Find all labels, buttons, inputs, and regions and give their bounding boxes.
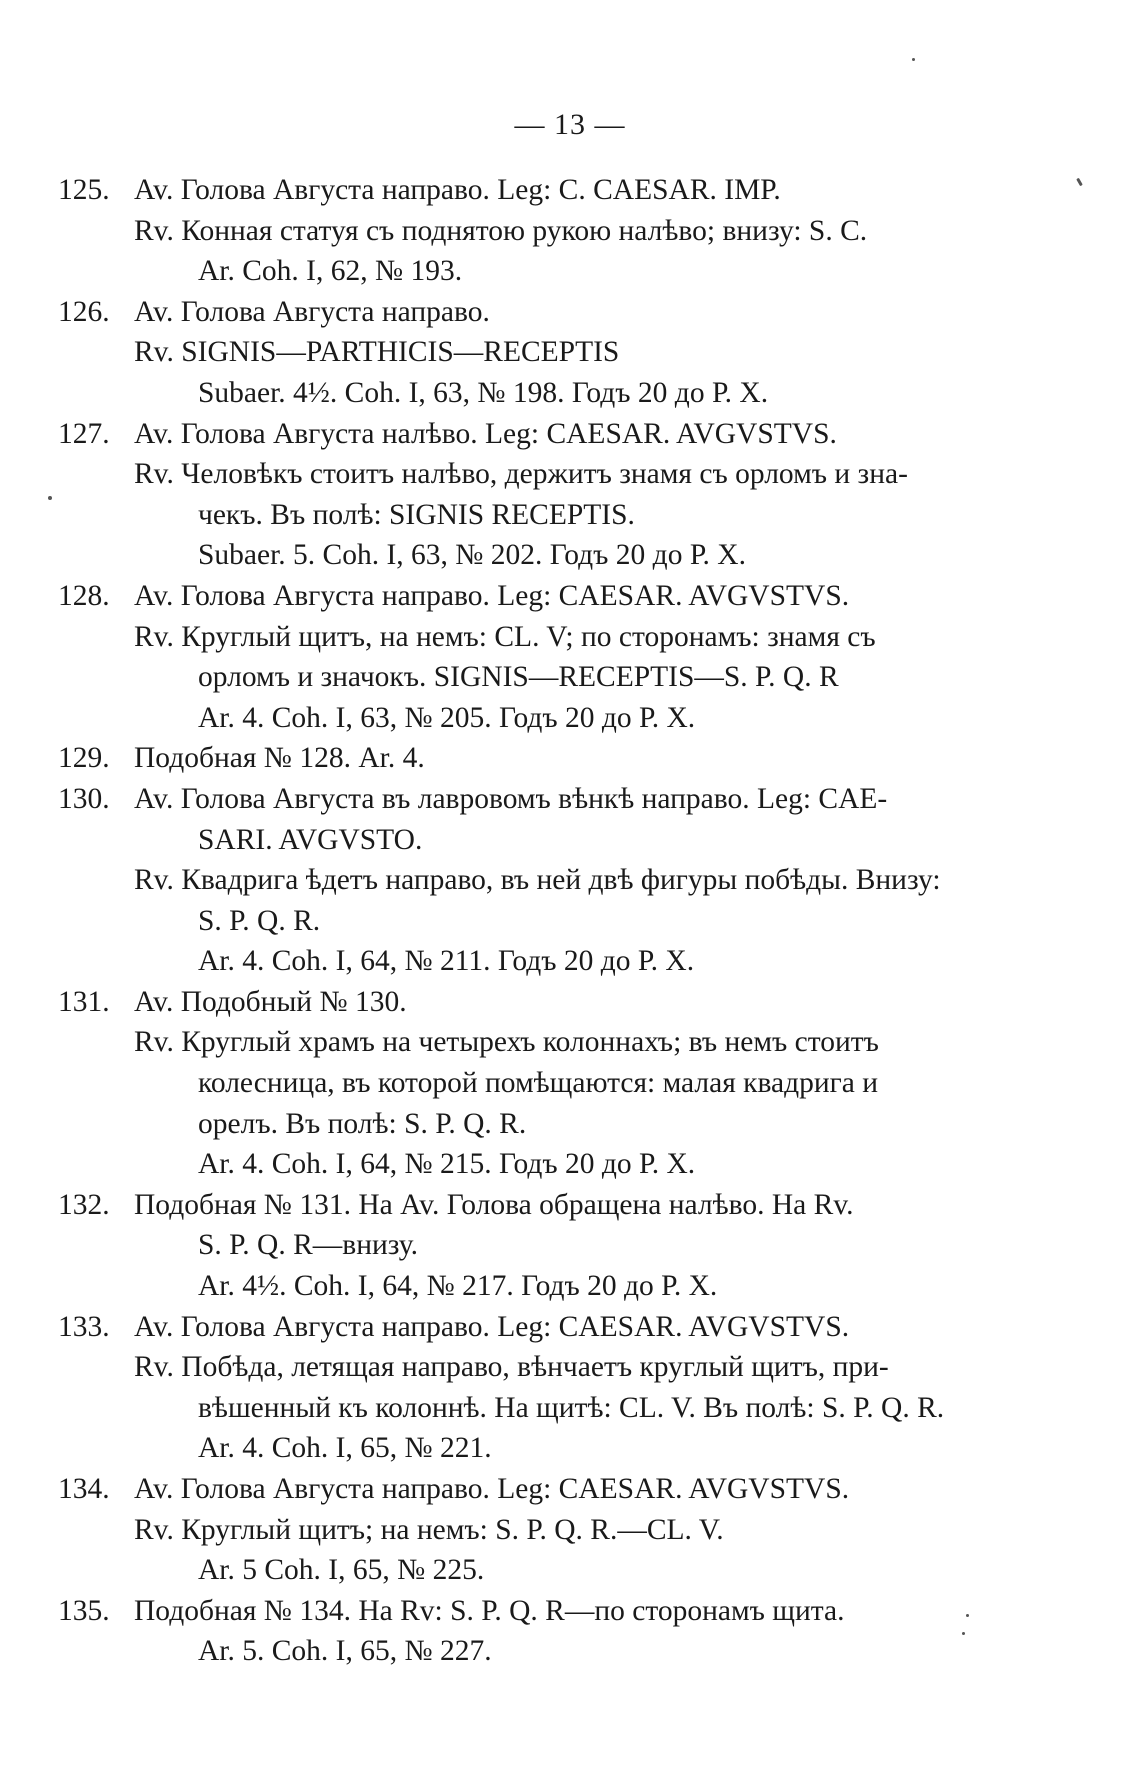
entry-text: Подобная № 128. Ar. 4. xyxy=(134,742,425,775)
entry-number: 135. xyxy=(58,1594,110,1627)
entry-128-line-1 xyxy=(58,576,998,617)
entry-text: Rv. Круглый храмъ на четырехъ колоннахъ; въ немъ стоитъ xyxy=(134,1026,879,1059)
entry-text: Av. Голова Августа направо. Leg: C. CAESAR. IMP. xyxy=(134,174,781,206)
entry-text: Rv. Квадрига ѣдетъ направо, въ ней двѣ фигуры побѣды. Внизу: xyxy=(134,864,941,897)
entry-131-line-1 xyxy=(58,982,998,1023)
entry-text: Rv. Побѣда, летящая направо, вѣнчаетъ круглый щитъ, при- xyxy=(134,1351,889,1384)
coin-catalog xyxy=(58,170,998,1672)
entry-number: 134. xyxy=(58,1473,110,1505)
scan-speck xyxy=(1076,178,1083,186)
entry-text: Rv. Круглый щитъ, на немъ: CL. V; по сторонамъ: знамя съ xyxy=(134,620,876,653)
entry-text: Ar. 4. Coh. I, 64, № 215. Годъ 20 до Р. Х. xyxy=(198,1148,696,1181)
entry-133-line-1 xyxy=(58,1307,998,1348)
entry-text: Ar. 4½. Coh. I, 64, № 217. Годъ 20 до Р. Х. xyxy=(198,1270,718,1303)
entry-text: Ar. 4. Coh. I, 65, № 221. xyxy=(198,1432,492,1465)
entry-text: Rv. Конная статуя съ поднятою рукою налѣво; внизу: S. C. xyxy=(134,214,868,247)
entry-text: S. P. Q. R—внизу. xyxy=(198,1229,418,1262)
entry-text: Rv. SIGNIS—PARTHICIS—RECEPTIS xyxy=(134,336,620,369)
entry-text: Av. Голова Августа направо. Leg: CAESAR. AVGVSTVS. xyxy=(134,1310,850,1343)
entry-130-line-3 xyxy=(58,860,998,901)
entry-131-line-4 xyxy=(58,1104,998,1145)
entry-text: Av. Голова Августа въ лавровомъ вѣнкѣ направо. Leg: CAE- xyxy=(134,782,888,815)
entry-126-line-3 xyxy=(58,373,998,414)
entry-133-line-3 xyxy=(58,1388,998,1429)
entry-134-line-3 xyxy=(58,1550,998,1591)
entry-130-line-1 xyxy=(58,779,998,820)
entry-number: 126. xyxy=(58,295,110,328)
entry-126-line-1 xyxy=(58,292,998,333)
entry-number: 130. xyxy=(58,782,110,815)
entry-text: Ar. 5. Coh. I, 65, № 227. xyxy=(198,1635,492,1668)
entry-text: Av. Голова Августа направо. xyxy=(134,295,490,328)
entry-131-line-3 xyxy=(58,1063,998,1104)
entry-text: Av. Подобный № 130. xyxy=(134,985,407,1018)
entry-text: чекъ. Въ полѣ: SIGNIS RECEPTIS. xyxy=(198,498,635,531)
entry-number: 127. xyxy=(58,417,110,450)
scan-speck xyxy=(912,58,915,61)
entry-number: 125. xyxy=(58,174,110,206)
entry-134-line-1 xyxy=(58,1469,998,1510)
entry-125-line-3 xyxy=(58,251,998,292)
entry-130-line-5 xyxy=(58,941,998,982)
entry-number: 133. xyxy=(58,1310,110,1343)
entry-text: колесница, въ которой помѣщаются: малая квадрига и xyxy=(198,1067,879,1100)
entry-129-line-1 xyxy=(58,738,998,779)
entry-128-line-2 xyxy=(58,617,998,658)
entry-text: Rv. Человѣкъ стоитъ налѣво, держитъ знамя съ орломъ и зна- xyxy=(134,458,908,491)
entry-131-line-2 xyxy=(58,1022,998,1063)
entry-125-line-2 xyxy=(58,211,998,252)
entry-text: Подобная № 134. На Rv: S. P. Q. R—по сторонамъ щита. xyxy=(134,1594,845,1627)
entry-125-line-1 xyxy=(58,170,998,211)
entry-text: вѣшенный къ колоннѣ. На щитѣ: CL. V. Въ полѣ: S. P. Q. R. xyxy=(198,1391,945,1424)
entry-127-line-1 xyxy=(58,414,998,455)
entry-text: орелъ. Въ полѣ: S. P. Q. R. xyxy=(198,1107,527,1140)
entry-number: 132. xyxy=(58,1188,110,1221)
entry-text: Rv. Круглый щитъ; на немъ: S. P. Q. R.—CL. V. xyxy=(134,1513,724,1546)
entry-132-line-1 xyxy=(58,1185,998,1226)
entry-number: 128. xyxy=(58,579,110,612)
scan-speck xyxy=(48,496,52,500)
entry-text: Av. Голова Августа направо. Leg: CAESAR. AVGVSTVS. xyxy=(134,579,850,612)
entry-text: Подобная № 131. На Av. Голова обращена налѣво. На Rv. xyxy=(134,1188,854,1221)
entry-text: Subaer. 4½. Coh. I, 63, № 198. Годъ 20 до Р. Х. xyxy=(198,376,769,409)
entry-130-line-2 xyxy=(58,820,998,861)
entry-131-line-5 xyxy=(58,1144,998,1185)
entry-127-line-2 xyxy=(58,454,998,495)
entry-number: 131. xyxy=(58,985,110,1018)
entry-135-line-2 xyxy=(58,1631,998,1672)
entry-text: Av. Голова Августа направо. Leg: CAESAR. AVGVSTVS. xyxy=(134,1473,850,1505)
entry-128-line-3 xyxy=(58,657,998,698)
scan-speck xyxy=(962,1632,965,1635)
entry-text: Subaer. 5. Coh. I, 63, № 202. Годъ 20 до Р. Х. xyxy=(198,539,746,572)
entry-text: Av. Голова Августа налѣво. Leg: CAESAR. AVGVSTVS. xyxy=(134,417,837,450)
entry-text: орломъ и значокъ. SIGNIS—RECEPTIS—S. P. Q. R xyxy=(198,661,839,694)
entry-132-line-2 xyxy=(58,1225,998,1266)
entry-126-line-2 xyxy=(58,332,998,373)
entry-number: 129. xyxy=(58,742,110,775)
entry-128-line-4 xyxy=(58,698,998,739)
entry-text: Ar. 4. Coh. I, 63, № 205. Годъ 20 до Р. Х. xyxy=(198,701,696,734)
page-number: — 13 — xyxy=(514,108,626,141)
entry-text: Ar. 4. Coh. I, 64, № 211. Годъ 20 до Р. Х. xyxy=(198,945,695,978)
entry-127-line-3 xyxy=(58,495,998,536)
entry-134-line-2 xyxy=(58,1510,998,1551)
entry-text: Ar. 5 Coh. I, 65, № 225. xyxy=(198,1554,485,1587)
scan-speck xyxy=(966,1614,969,1617)
entry-text: Ar. Coh. I, 62, № 193. xyxy=(198,255,463,288)
entry-text: SARI. AVGVSTO. xyxy=(198,823,423,856)
entry-135-line-1 xyxy=(58,1591,998,1632)
entry-133-line-2 xyxy=(58,1347,998,1388)
entry-133-line-4 xyxy=(58,1428,998,1469)
entry-130-line-4 xyxy=(58,901,998,942)
entry-127-line-4 xyxy=(58,535,998,576)
entry-132-line-3 xyxy=(58,1266,998,1307)
entry-text: S. P. Q. R. xyxy=(198,904,321,937)
